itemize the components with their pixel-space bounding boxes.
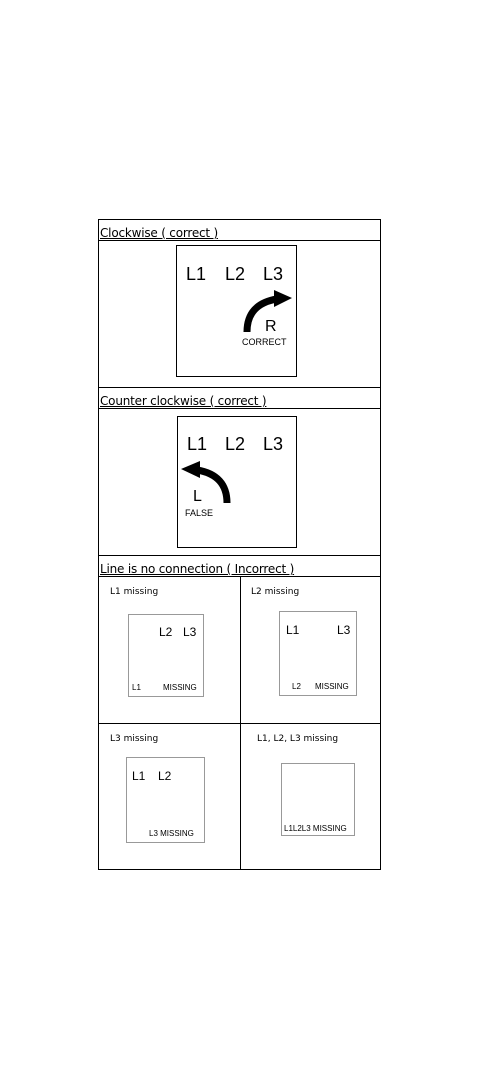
caption-l1-missing: L1 missing — [110, 587, 159, 597]
direction-letter-l: L — [193, 488, 202, 505]
label-l2: L2 — [225, 434, 246, 454]
caption-l2-missing: L2 missing — [251, 587, 300, 597]
caption-l3-missing: L3 missing — [110, 734, 159, 744]
label-l2: L2 — [225, 264, 246, 284]
status-false: FALSE — [185, 508, 214, 518]
l3-missing-diagram — [126, 757, 205, 843]
label-l2: L2 — [158, 769, 172, 783]
no-connection-heading: Line is no connection ( Incorrect ) — [99, 556, 380, 577]
label-l2: L2 — [159, 625, 173, 639]
curved-arrow-left-icon — [178, 457, 238, 507]
label-l1: L1 — [286, 623, 300, 637]
missing-text: MISSING — [163, 683, 197, 692]
all-missing-diagram — [281, 763, 355, 836]
missing-text: L1L2L3 MISSING — [284, 824, 347, 833]
clockwise-heading: Clockwise ( correct ) — [99, 220, 380, 241]
status-correct: CORRECT — [242, 337, 287, 347]
missing-line-label: L1 — [132, 683, 141, 692]
l2-missing-diagram — [279, 611, 357, 696]
caption-all-missing: L1, L2, L3 missing — [257, 734, 339, 744]
label-l1: L1 — [187, 434, 208, 454]
phase-rotation-table — [98, 219, 381, 870]
clockwise-diagram — [176, 245, 297, 377]
label-l3: L3 — [263, 434, 284, 454]
label-l3: L3 — [183, 625, 197, 639]
label-l3: L3 — [337, 623, 351, 637]
label-l3: L3 — [263, 264, 284, 284]
missing-text: MISSING — [315, 682, 349, 691]
missing-line-label: L2 — [292, 682, 301, 691]
missing-text: L3 MISSING — [149, 829, 194, 838]
counter-clockwise-heading: Counter clockwise ( correct ) — [99, 388, 380, 409]
counter-clockwise-diagram — [177, 416, 297, 548]
direction-letter-r: R — [265, 318, 277, 335]
label-l1: L1 — [186, 264, 207, 284]
l1-missing-diagram — [128, 614, 204, 697]
label-l1: L1 — [132, 769, 146, 783]
